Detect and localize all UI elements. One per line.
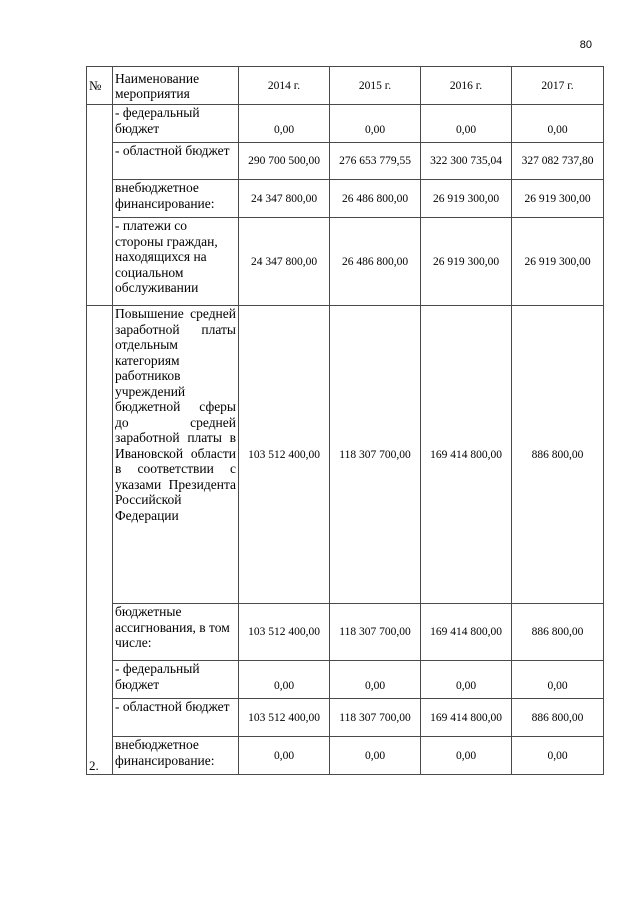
table-row (87, 737, 604, 775)
table-row (87, 143, 604, 180)
value-2016: 0,00 (421, 737, 512, 775)
table-row (87, 218, 604, 306)
value-2015: 118 307 700,00 (330, 306, 421, 604)
table-row (87, 699, 604, 737)
value-2014: 103 512 400,00 (239, 604, 330, 661)
value-2016: 322 300 735,04 (421, 143, 512, 180)
header-year-2014: 2014 г. (239, 67, 330, 105)
value-2014: 103 512 400,00 (239, 306, 330, 604)
value-2017: 327 082 737,80 (512, 143, 604, 180)
row-label: бюджетные ассигнования, в том числе: (113, 604, 239, 661)
row-label: - федеральный бюджет (113, 105, 239, 143)
header-number: № (87, 67, 113, 105)
value-2016: 169 414 800,00 (421, 699, 512, 737)
value-2017: 0,00 (512, 661, 604, 699)
value-2015: 276 653 779,55 (330, 143, 421, 180)
table-row (87, 105, 604, 143)
value-2017: 886 800,00 (512, 699, 604, 737)
page-number: 80 (579, 39, 592, 51)
table-row (87, 604, 604, 661)
value-2015: 26 486 800,00 (330, 218, 421, 306)
value-2017: 0,00 (512, 105, 604, 143)
value-2015: 118 307 700,00 (330, 699, 421, 737)
budget-table (86, 66, 604, 775)
value-2014: 290 700 500,00 (239, 143, 330, 180)
value-2017: 26 919 300,00 (512, 180, 604, 218)
value-2014: 0,00 (239, 105, 330, 143)
value-2015: 0,00 (330, 661, 421, 699)
table-header-row (87, 67, 604, 105)
row-label: - федеральный бюджет (113, 661, 239, 699)
row-label: - областной бюджет (113, 699, 239, 737)
value-2016: 26 919 300,00 (421, 218, 512, 306)
value-2017: 886 800,00 (512, 306, 604, 604)
value-2014: 103 512 400,00 (239, 699, 330, 737)
value-2014: 24 347 800,00 (239, 218, 330, 306)
value-2015: 26 486 800,00 (330, 180, 421, 218)
value-2014: 0,00 (239, 661, 330, 699)
value-2015: 118 307 700,00 (330, 604, 421, 661)
value-2016: 0,00 (421, 661, 512, 699)
header-year-2017: 2017 г. (512, 67, 604, 105)
value-2016: 169 414 800,00 (421, 306, 512, 604)
value-2015: 0,00 (330, 737, 421, 775)
value-2016: 169 414 800,00 (421, 604, 512, 661)
header-year-2015: 2015 г. (330, 67, 421, 105)
table-row (87, 661, 604, 699)
row-number-cell (87, 105, 113, 306)
header-name: Наименование мероприятия (113, 67, 239, 105)
table-row (87, 306, 604, 604)
header-year-2016: 2016 г. (421, 67, 512, 105)
value-2015: 0,00 (330, 105, 421, 143)
row-label: - платежи со стороны граждан, находящихся на социальном обслуживании (113, 218, 239, 306)
value-2017: 886 800,00 (512, 604, 604, 661)
value-2014: 24 347 800,00 (239, 180, 330, 218)
value-2017: 26 919 300,00 (512, 218, 604, 306)
row-label: внебюджетное финансирование: (113, 737, 239, 775)
value-2014: 0,00 (239, 737, 330, 775)
table-row (87, 180, 604, 218)
row-number-cell: 2. (87, 306, 113, 775)
row-label: внебюджетное финансирование: (113, 180, 239, 218)
row-label: - областной бюджет (113, 143, 239, 180)
value-2016: 26 919 300,00 (421, 180, 512, 218)
row-label: Повышение средней заработной платы отдельным категориям работников учреждений бюджетной сферы до средней заработной платы в Ивановской области в соответствии с указами Президента Российской Федерации (113, 306, 239, 604)
value-2016: 0,00 (421, 105, 512, 143)
value-2017: 0,00 (512, 737, 604, 775)
